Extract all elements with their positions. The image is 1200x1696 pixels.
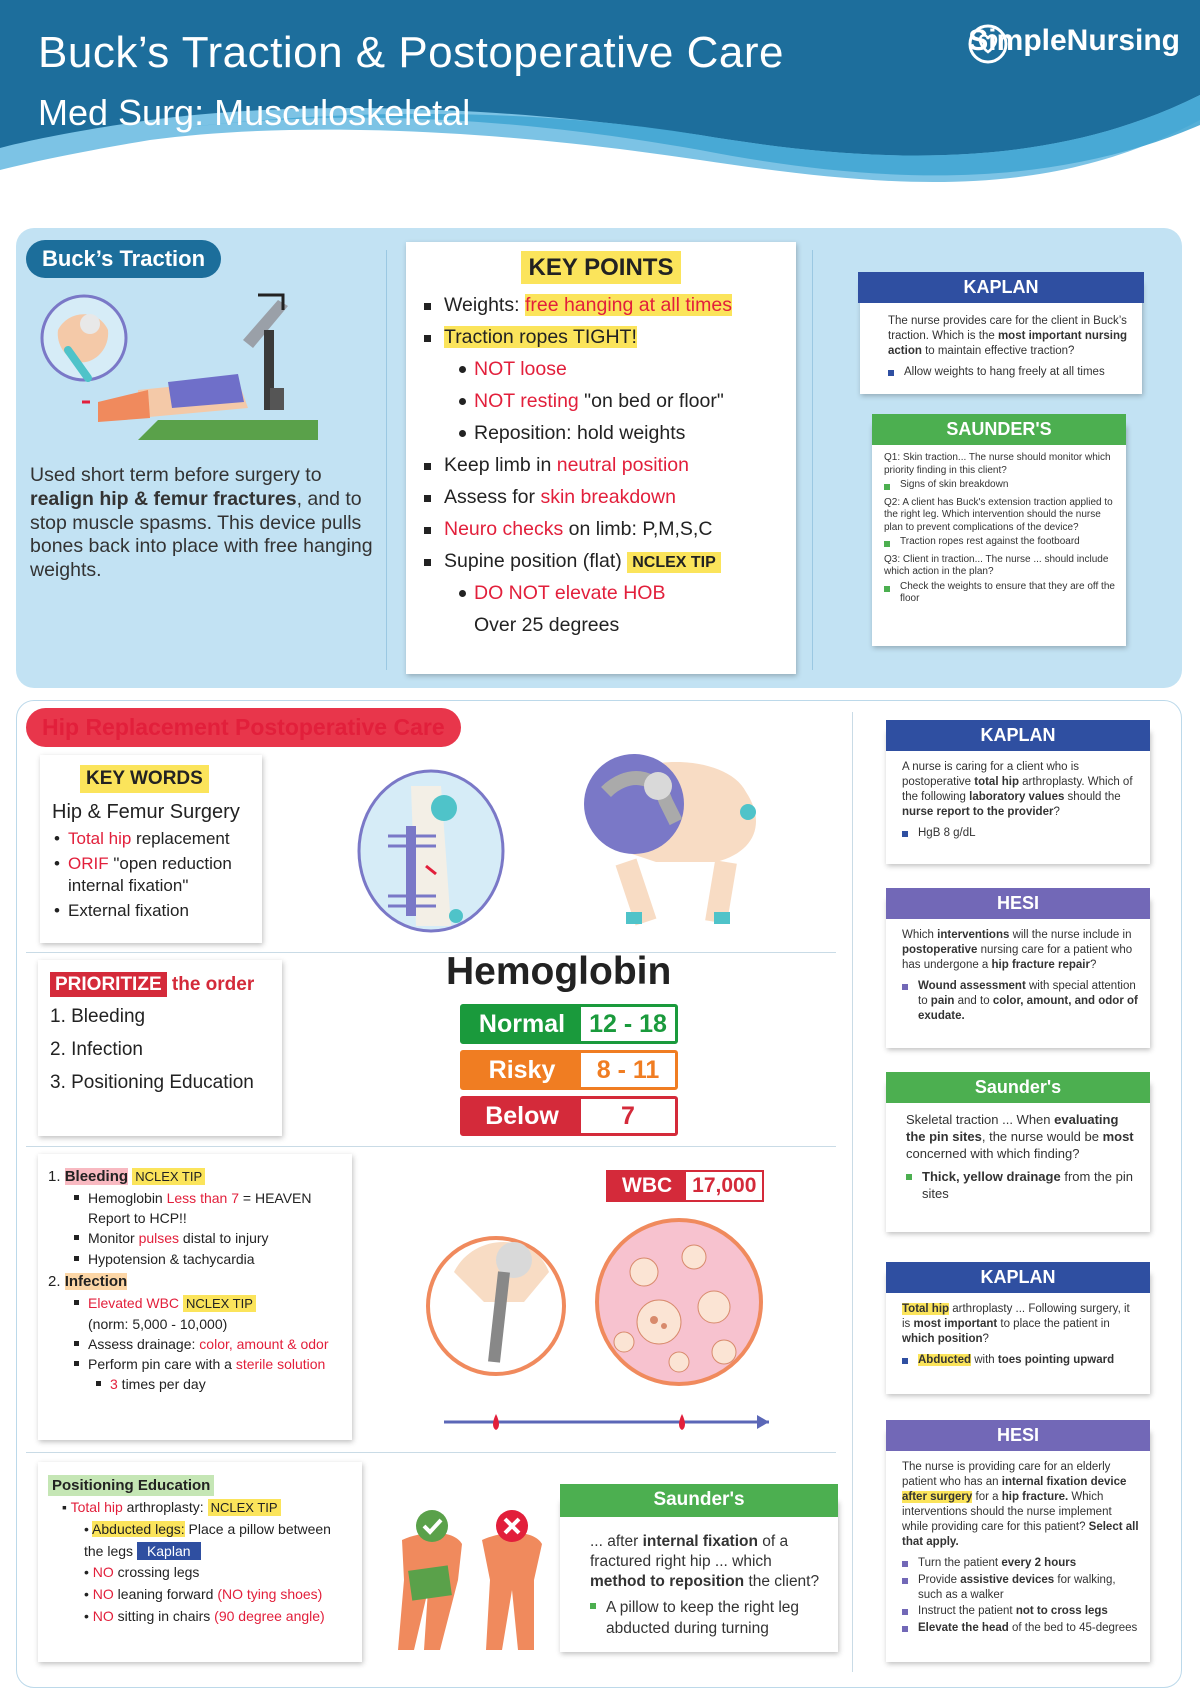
a-bold: assistive devices: [960, 1573, 1055, 1586]
infection-illustration: [424, 1212, 794, 1432]
saunders-r-card: [886, 1077, 1150, 1232]
priority-item: 3. Positioning Education: [50, 1072, 254, 1093]
priority-item: 1. Bleeding: [50, 1006, 146, 1027]
note-text: Report to HCP!!: [88, 1210, 187, 1227]
a-bold: Wound assessment: [918, 979, 1026, 992]
q-text: to maintain effective traction?: [921, 344, 1075, 357]
a-bold: not to cross legs: [1015, 1605, 1108, 1618]
key-words-heading: Hip & Femur Surgery: [52, 801, 240, 823]
pos-text: arthroplasty:: [122, 1499, 208, 1516]
kaplan-header: KAPLAN: [886, 720, 1150, 751]
q-text: A nurse is caring for a client who is postoperative: [902, 761, 1080, 788]
hesi-answer: [902, 979, 1140, 1024]
kw-item: [52, 828, 250, 849]
pos-text: crossing legs: [113, 1564, 200, 1581]
note-text: (norm: 5,000 - 10,000): [88, 1315, 228, 1332]
a-text: Turn the patient: [918, 1556, 1002, 1569]
pos-red: (NO tying shoes): [217, 1586, 323, 1602]
q-bold: which position: [902, 1332, 983, 1345]
q-bold: interventions: [937, 929, 1010, 941]
note-text: Monitor: [88, 1230, 139, 1247]
note-item: Hypotension & tachycardia: [74, 1249, 342, 1269]
kaplan-answer: HgB 8 g/dL: [902, 826, 1140, 841]
hesi-answer: [902, 1556, 1140, 1571]
q-text: ?: [982, 1332, 989, 1345]
saunders-header: Saunder's: [886, 1072, 1150, 1103]
wbc-badge: [606, 1170, 764, 1202]
q-bold: most important: [913, 1317, 998, 1330]
nclex-tip-badge: NCLEX TIP: [132, 1168, 205, 1185]
a-text: for walking, such as a walker: [918, 1573, 1116, 1601]
a-text: with special attention to: [918, 979, 1136, 1007]
kaplan-answer: [902, 1353, 1140, 1368]
kaplan-question: [888, 314, 1128, 359]
kp-supine: [422, 550, 780, 573]
page-title: Buck’s Traction & Postoperative Care: [38, 28, 784, 77]
saunders-answer: [906, 1169, 1140, 1203]
divider: [386, 250, 387, 670]
kaplan-header: KAPLAN: [886, 1262, 1150, 1293]
kaplan-question: [902, 760, 1140, 820]
q-bold: evaluating the pin sites: [906, 1112, 1119, 1144]
kp-neuro-rest: on limb: P,M,S,C: [563, 518, 713, 540]
q-text: nursing care for a patient who has undergone a: [902, 943, 1133, 971]
bleeding-infection-notes: [38, 1154, 352, 1440]
kp-not-resting-rest: "on bed or floor": [578, 390, 724, 412]
note-item: [74, 1293, 342, 1334]
hgb-value: 7: [581, 1099, 675, 1133]
saunders-header: Saunder's: [560, 1484, 838, 1517]
prioritize-card: [38, 960, 282, 1136]
note-red: Less than 7: [166, 1189, 239, 1206]
positioning-total: ▪ Total hip arthroplasty: NCLEX TIP: [48, 1497, 352, 1519]
q-text: concerned with which finding?: [906, 1145, 1080, 1161]
kp-reposition: Reposition: hold weights: [422, 422, 780, 445]
positioning-no-2: • NO leaning forward (NO tying shoes): [84, 1586, 323, 1602]
key-words-card: [40, 755, 262, 943]
q-text: the client?: [744, 1573, 820, 1591]
positioning-title-text: Positioning Education: [48, 1475, 214, 1496]
saunders-question-card: [872, 419, 1126, 646]
note-red: sterile solution: [235, 1356, 326, 1373]
divider: [812, 250, 813, 670]
q-text: , the nurse would be: [981, 1128, 1103, 1144]
hgb-value: 8 - 11: [581, 1053, 675, 1087]
a-bold: Thick, yellow drainage: [922, 1168, 1061, 1184]
q-text: ... after: [590, 1533, 643, 1550]
positioning-no-1: • NO crossing legs: [84, 1564, 200, 1581]
key-points-card: [406, 242, 796, 674]
kw-rest: "open reduction internal fixation": [68, 854, 232, 895]
q-text: should the: [1064, 790, 1121, 803]
prioritize-heading: [50, 974, 270, 996]
q-bold: Select all that apply.: [902, 1520, 1139, 1548]
kp-ropes: [422, 326, 780, 349]
note-item: [96, 1374, 342, 1394]
stethoscope-heart-icon: [968, 24, 1008, 64]
note-bleeding-heading: [48, 1166, 342, 1188]
wbc-label: WBC: [608, 1172, 686, 1200]
hesi-header: HESI: [886, 888, 1150, 919]
priority-item: 2. Infection: [50, 1039, 143, 1060]
saunders-question: [590, 1532, 822, 1592]
saunders-q3: Q3: Client in traction... The nurse ... should include which action in the plan?: [884, 553, 1109, 577]
note-text: Perform pin care with a: [88, 1356, 236, 1373]
q-text: The nurse is providing care for an elderly patient who has an: [902, 1461, 1111, 1488]
brand-logo[interactable]: [968, 24, 1180, 58]
pos-highlight: Abducted legs:: [92, 1520, 185, 1537]
kp-skin-label: Assess for: [444, 486, 541, 508]
q-text: of a fractured right hip ... which: [590, 1533, 789, 1571]
positioning-education-card: [38, 1462, 362, 1662]
key-points-title: KEY POINTS: [521, 251, 682, 284]
desc-bold: realign hip & femur fractures: [30, 487, 297, 510]
nclex-tip-badge: NCLEX TIP: [627, 552, 721, 573]
note-item: [74, 1334, 342, 1354]
kp-skin: [422, 486, 780, 509]
prioritize-box: PRIORITIZE: [50, 972, 167, 997]
saunders-q2: Q2: A client has Buck's extension traction applied to the right leg. Which intervention should the nurse plan to prevent complications of the device?: [884, 496, 1113, 533]
saunders-a1: Signs of skin breakdown: [884, 479, 1118, 492]
kp-over25: Over 25 degrees: [474, 614, 620, 636]
hesi-r1-card: [886, 893, 1150, 1048]
positioning-title: [48, 1474, 352, 1497]
note-num: 2.: [48, 1272, 65, 1290]
q-bold: laboratory values: [969, 790, 1065, 803]
bucks-traction-pill: Buck’s Traction: [26, 240, 221, 278]
hgb-row-normal: [460, 1004, 678, 1044]
a-text: Instruct the patient: [918, 1605, 1016, 1618]
q-bold: after surgery: [902, 1490, 973, 1503]
hgb-row-risky: [460, 1050, 678, 1090]
kaplan-r1-card: [886, 725, 1150, 864]
note-item: [74, 1228, 342, 1248]
a-bold: Elevate the head: [918, 1622, 1009, 1635]
kaplan-r2-card: [886, 1267, 1150, 1394]
divider: [26, 1452, 836, 1453]
note-item: [74, 1354, 342, 1374]
prioritize-rest: the order: [166, 974, 255, 995]
q-text: Which: [902, 929, 938, 941]
hesi-answer: [902, 1604, 1140, 1619]
kp-limb-label: Keep limb in: [444, 454, 557, 476]
q-bold: Total hip: [902, 1303, 950, 1315]
nclex-tip-badge: NCLEX TIP: [208, 1499, 281, 1516]
nclex-tip-badge: NCLEX TIP: [183, 1295, 256, 1312]
pos-text: leaning forward: [113, 1586, 218, 1602]
note-red: Elevated WBC: [88, 1294, 180, 1311]
hesi-answer: [902, 1621, 1140, 1636]
bucks-traction-illustration: [38, 290, 328, 450]
a-bold: every 2 hours: [1001, 1556, 1077, 1569]
q-text: The nurse provides care for the client in Buck’s traction. Which is the: [888, 315, 1127, 342]
kp-not-loose-text: NOT loose: [474, 358, 567, 380]
kp-not-resting: [422, 390, 780, 413]
q-bold: method to reposition: [590, 1573, 745, 1591]
kp-neuro-label: Neuro checks: [444, 518, 564, 540]
note-red: 3: [110, 1376, 118, 1393]
q-text: ?: [1053, 805, 1060, 818]
q-text: arthroplasty ... Following surgery, it is: [902, 1303, 1130, 1330]
saunders-a3: Check the weights to ensure that they are off the floor: [884, 581, 1118, 606]
kw-item: • External fixation: [52, 900, 250, 921]
saunders-bottom-card: [560, 1489, 838, 1652]
pos-red: Total hip: [70, 1499, 123, 1516]
q-bold: most: [1102, 1128, 1134, 1144]
wbc-value: 17,000: [686, 1172, 762, 1200]
kp-hob-text: DO NOT elevate HOB: [474, 582, 666, 604]
pos-text: sitting in chairs: [113, 1607, 215, 1624]
page-subtitle: Med Surg: Musculoskeletal: [38, 92, 471, 133]
kp-weights-label: Weights:: [444, 294, 525, 316]
hesi-question: [902, 1460, 1140, 1550]
note-text: distal to injury: [179, 1230, 269, 1247]
pos-red: NO: [92, 1564, 114, 1581]
hgb-value: 12 - 18: [581, 1007, 675, 1041]
kp-not-loose: [422, 358, 780, 381]
kp-supine-text: Supine position (flat): [444, 550, 622, 572]
hemoglobin-title: Hemoglobin: [446, 950, 672, 993]
pos-text: Place a pillow between the legs: [84, 1520, 331, 1559]
positioning-abducted: • Abducted legs: Place a pillow between the legs Kaplan: [84, 1520, 331, 1559]
q-bold: most important nursing action: [888, 329, 1127, 357]
hesi-header: HESI: [886, 1420, 1150, 1451]
note-red: color, amount & odor: [199, 1335, 329, 1352]
saunders-a2: Traction ropes rest against the footboard: [884, 536, 1118, 549]
kp-ropes-text: Traction ropes TIGHT!: [444, 326, 637, 348]
hgb-label: Risky: [463, 1053, 581, 1087]
kaplan-question: [902, 1302, 1140, 1347]
divider: [26, 1146, 836, 1147]
hgb-label: Below: [463, 1099, 581, 1133]
saunders-answer: A pillow to keep the right leg abducted during turning: [590, 1598, 822, 1638]
a-bold: toes pointing upward: [997, 1353, 1115, 1366]
femur-fixation-illustration: [356, 766, 506, 936]
q-text: will the nurse include in: [1009, 929, 1132, 941]
a-text: with: [971, 1353, 998, 1366]
a-bold: pain: [930, 994, 955, 1007]
kp-hob: [422, 582, 780, 605]
a-text: and to: [954, 994, 993, 1007]
kp-weights-value: free hanging at all times: [524, 294, 732, 316]
kp-not-resting-text: NOT resting: [474, 390, 579, 412]
note-red: pulses: [138, 1230, 180, 1247]
hgb-row-below: [460, 1096, 678, 1136]
note-infection-heading: [48, 1271, 342, 1293]
kp-limb-value: neutral position: [556, 454, 689, 476]
q-bold: total hip: [974, 775, 1019, 788]
note-text: = HEAVEN: [239, 1189, 312, 1206]
hip-replacement-pill: Hip Replacement Postoperative Care: [26, 708, 461, 747]
divider: [26, 952, 836, 953]
pos-red: NO: [92, 1607, 114, 1624]
kaplan-tag: Kaplan: [137, 1542, 201, 1560]
hesi-answer: [902, 1573, 1140, 1603]
note-bleeding: Bleeding: [64, 1168, 129, 1185]
bucks-description: [30, 464, 380, 583]
note-infection: Infection: [64, 1272, 128, 1290]
q-bold: postoperative: [902, 943, 978, 956]
kp-weights: [422, 294, 780, 317]
q-bold: internal fixation: [642, 1533, 758, 1550]
header-banner: [0, 0, 1200, 200]
q-text: arthroplasty. Which of the following: [902, 775, 1133, 803]
a-text: Provide: [918, 1573, 961, 1586]
saunders-q1: Q1: Skin traction... The nurse should monitor which priority finding in this client?: [884, 452, 1111, 476]
saunders-header: SAUNDER'S: [872, 414, 1126, 445]
kaplan-question-card: [860, 277, 1142, 394]
hesi-question: [902, 928, 1140, 973]
note-item: [74, 1188, 342, 1229]
q-text: Skeletal traction ... When: [906, 1112, 1055, 1127]
kaplan-answer: Allow weights to hang freely at all times: [888, 365, 1128, 380]
brand-name: SimpleNursing: [968, 24, 1180, 57]
kp-limb: [422, 454, 780, 477]
leg-position-illustration: [384, 1500, 554, 1660]
hesi-r2-card: [886, 1425, 1150, 1662]
pos-red: NO: [92, 1586, 114, 1602]
pos-red: (90 degree angle): [214, 1607, 325, 1624]
hgb-label: Normal: [463, 1007, 581, 1041]
q-text: for a: [972, 1490, 1002, 1503]
positioning-no-3: • NO sitting in chairs (90 degree angle): [84, 1607, 325, 1624]
kp-skin-value: skin breakdown: [540, 486, 676, 508]
note-text: times per day: [117, 1376, 206, 1393]
desc-text-1: Used short term before surgery to: [30, 464, 322, 486]
note-num: 1.: [48, 1168, 65, 1185]
note-text: Assess drainage:: [88, 1335, 200, 1352]
a-bold: Abducted: [918, 1353, 972, 1366]
kaplan-header: KAPLAN: [858, 272, 1144, 303]
q-text: ?: [1089, 958, 1097, 971]
kw-red: ORIF: [68, 854, 109, 874]
divider: [852, 712, 853, 1672]
kw-red: Total hip: [68, 829, 132, 848]
kw-rest: replacement: [131, 829, 230, 848]
a-bold: color, amount, and odor of exudate.: [918, 994, 1138, 1022]
q-text: to place the patient in: [997, 1317, 1110, 1330]
hip-implant-illustration: [566, 752, 786, 932]
a-text: of the bed to 45-degrees: [1008, 1622, 1138, 1635]
q-bold: nurse report to the provider: [902, 805, 1054, 818]
q-text: Which interventions should the nurse implement while providing care for this patient?: [902, 1490, 1112, 1533]
kp-neuro: [422, 518, 780, 541]
saunders-question: [906, 1112, 1140, 1163]
a-text: from the pin sites: [922, 1168, 1133, 1201]
q-bold: hip fracture repair: [991, 958, 1090, 971]
note-text: Hemoglobin: [88, 1189, 167, 1206]
q-bold: internal fixation device: [1001, 1475, 1127, 1488]
kw-item: [52, 853, 250, 896]
key-words-title: KEY WORDS: [80, 765, 209, 793]
desc-text-2: , and to stop muscle spasms. This device pulls bones back into place with free hanging weights.: [30, 487, 373, 582]
q-bold: hip fracture.: [1001, 1490, 1069, 1503]
